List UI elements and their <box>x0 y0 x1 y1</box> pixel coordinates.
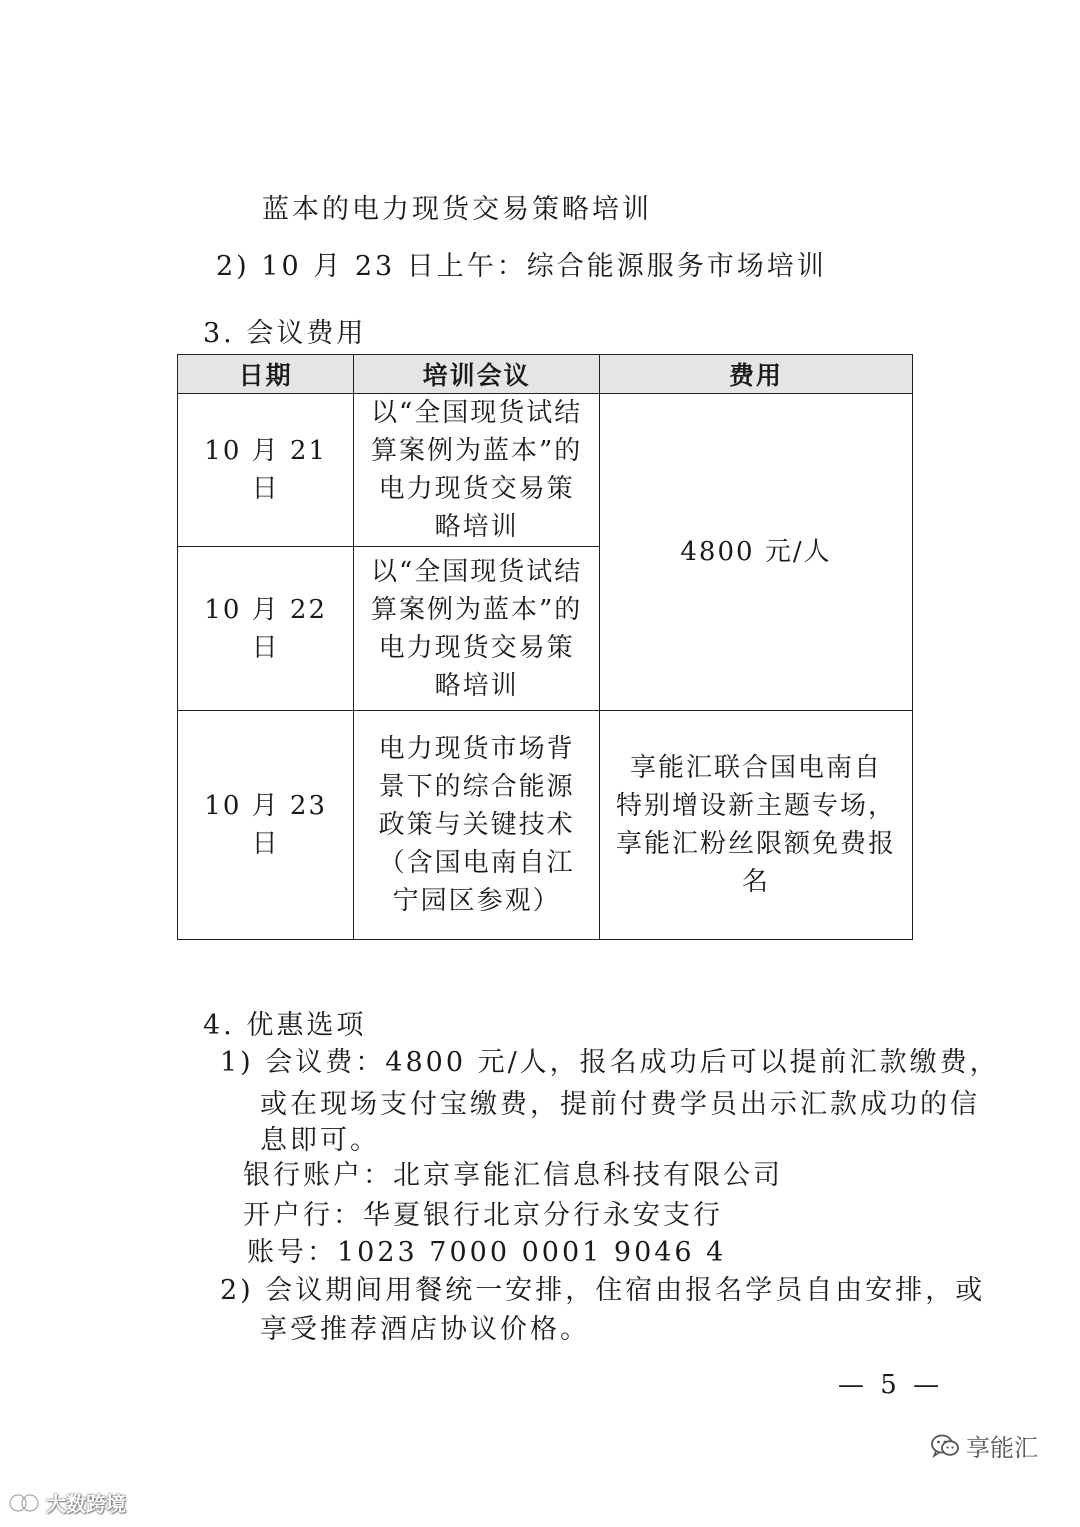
date-cell: 10 月 22 日 <box>178 547 354 711</box>
fee-cell: 4800 元/人 <box>599 394 912 711</box>
discount-item-2: 2) 会议期间用餐统一安排，住宿由报名学员自由安排，或 <box>220 1275 986 1306</box>
bank-branch: 开户行：华夏银行北京分行永安支行 <box>243 1200 723 1231</box>
date-cell: 10 月 21 日 <box>178 394 354 547</box>
account-number: 账号：1023 7000 0001 9046 4 <box>247 1237 727 1268</box>
column-header-date: 日期 <box>178 355 354 394</box>
course-line: 宁园区参观） <box>392 886 561 916</box>
watermark-right-text: 享能汇 <box>966 1434 1038 1462</box>
course-line: 略培训 <box>434 512 519 542</box>
schedule-item-2: 2) 10 月 23 日上午：综合能源服务市场培训 <box>216 251 827 282</box>
course-line: 景下的综合能源 <box>378 772 575 802</box>
course-cell <box>354 394 600 547</box>
course-cell <box>354 547 600 711</box>
page-number: — 5 — <box>838 1370 944 1400</box>
course-line: 政策与关键技术 <box>378 810 575 840</box>
fee-cell <box>599 711 912 940</box>
course-line: （含国电南自江 <box>378 848 575 878</box>
course-line: 电力现货交易策 <box>378 632 575 663</box>
fee-line: 特别增设新主题专场， <box>615 791 896 821</box>
section-heading-fees: 3. 会议费用 <box>203 318 367 349</box>
logo-icon <box>8 1492 42 1514</box>
fee-table <box>177 354 913 940</box>
course-line: 电力现货市场背 <box>378 734 575 764</box>
fee-line: 享能汇联合国电南自 <box>629 753 882 783</box>
fee-line: 名 <box>741 867 770 897</box>
watermark-site <box>8 1488 126 1517</box>
column-header-course: 培训会议 <box>354 355 600 394</box>
bank-account: 银行账户：北京享能汇信息科技有限公司 <box>243 1160 783 1191</box>
wechat-icon <box>930 1433 960 1459</box>
table-header-row <box>178 355 913 394</box>
watermark-wechat <box>930 1428 1038 1463</box>
course-cell <box>354 711 600 940</box>
section-heading-discounts: 4. 优惠选项 <box>203 1010 367 1041</box>
course-line: 算案例为蓝本”的 <box>371 436 583 466</box>
course-line: 以“全国现货试结 <box>371 556 583 587</box>
date-cell: 10 月 23 日 <box>178 711 354 940</box>
watermark-left-text: 大数跨境 <box>46 1492 126 1516</box>
course-line: 略培训 <box>434 670 519 701</box>
fee-line: 享能汇粉丝限额免费报 <box>615 829 896 859</box>
course-line: 以“全国现货试结 <box>371 398 583 428</box>
discount-item-1-cont: 或在现场支付宝缴费，提前付费学员出示汇款成功的信 <box>260 1089 980 1120</box>
course-line: 算案例为蓝本”的 <box>371 594 583 625</box>
continued-line: 蓝本的电力现货交易策略培训 <box>262 194 652 225</box>
discount-item-2-cont: 享受推荐酒店协议价格。 <box>260 1314 590 1345</box>
course-line: 电力现货交易策 <box>378 474 575 504</box>
table-row <box>178 711 913 940</box>
table-row <box>178 394 913 547</box>
discount-item-1-cont: 息即可。 <box>260 1125 380 1156</box>
discount-item-1: 1) 会议费：4800 元/人，报名成功后可以提前汇款缴费， <box>220 1047 1000 1078</box>
column-header-fee: 费用 <box>599 355 912 394</box>
